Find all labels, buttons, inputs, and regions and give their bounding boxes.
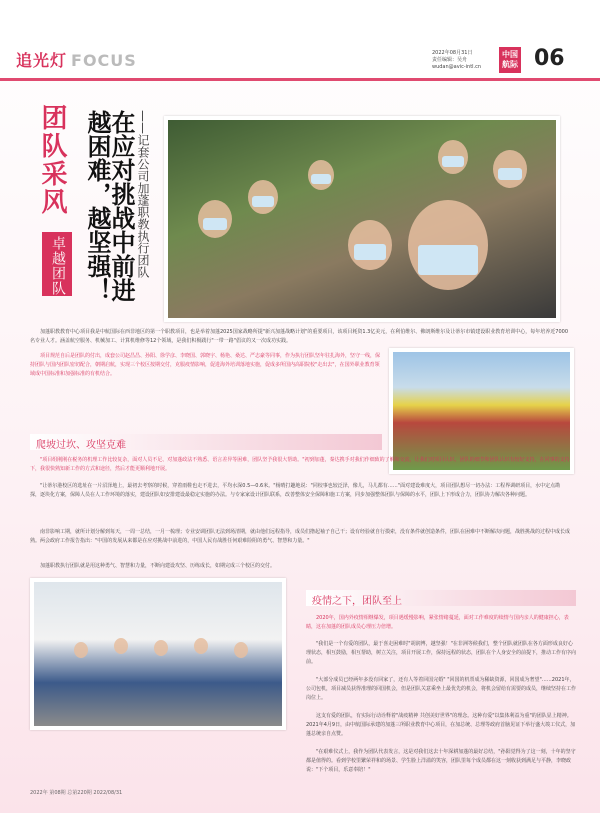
section2-paragraph-1: 2020年，国内外疫情相继爆发，项目遇缓慢影响，紧张情绪蔓延，面对工作难度的续情与国内亲人的健康担心，表睛，这在加蓬的团队成员心理压力倍增。 (306, 615, 569, 630)
editor-email: wudan@avic-intl.cn (432, 64, 482, 70)
section2-paragraph-3: "大部分成员已经两年多没有回家了，还有人等着回国完婚" "回国的机票成为稀缺资源，回国成为奢望"……2021年，公司包机，项目减员获得准理的回国机会，但是团队关意乘坐上最优先的机会，将机会留给有需要的成员，继续坚持在工作岗位上。 (306, 677, 577, 701)
section2-paragraph-2: "我们是一个有爱的团队，最于喜走困难时"胡润博，越坚强！"在非洲等候我们，整个团队就团队在各方面形成良好心理状态，相互鼓励，相互帮助，树立关注，项目开展工作，保持远程的状态，团队在个人身安全的前提下，推动工作有序向前。 (306, 641, 577, 665)
section-title-2: 疫情之下，团队至上 (312, 596, 402, 607)
focus-label: FOCUS (71, 51, 137, 70)
intro-paragraph-1: 加蓬职教教育中心项目我是中航国际在西非地区的第一个职教项目，也是举着加蓬2025国家战略所提"新兴加蓬战略计划"的重要项目，该项目耗资1.3亿美元，在利伯维尔、佛朗斯维尔及让蒂尔市镇建设职业教育培训中心，每年培养近7000名专业人才。涵盖航空服务、机械加工、计算机维修等12个领域，是我们积极践行"一带一路"倡议的又一次成功实践。 (30, 329, 569, 344)
section2-paragraph-5: "在艰难仪式上，我作为团队代表发言，这是对我们这去十年深耕加蓬的最好总结，"孙阳觉得为了这一刻，十年的坚守都是值得的。看到学校里繁荣祥和的场景、学生脸上洋溢的笑容，团队里每个成员都在这一刻收获到满足与平静，李晓政说："下个项目，乐意奉陪！" (306, 749, 576, 773)
team-group-photo (164, 116, 560, 322)
article-byline: ——记套公司加蓬职教执行团队 (136, 110, 150, 278)
headline-line1: 在应对挑战中前进 (107, 110, 135, 302)
team-title: 团队采风 (37, 104, 67, 216)
headline-line2: 越困难，越坚强！ (83, 110, 111, 302)
team-tag: 卓越团队 (50, 236, 66, 296)
page-footer: 2022年 第08期 总第220期 2022/08/31 (30, 790, 123, 796)
section1-paragraph-2: "让蒂尔港校区的选址在一片沼泽地上，最初去考察的时候，穿着雨鞋也走不进去，平均水深0.5—0.6米。"杨晴打趣地说："同校事也较泛泽，像儿，马儿都有……"面对建设难度大，项目团队想尽一切办法：工程界调研项目，水中定点勘探，逐块化方案，保障人员在人工作环境的落实，建设团队如安排建设最稳定实施的办法。与专家家设计团队联系，改善整体安全保障和施工方案，同步加强整体团队与保障的水平，团队上下形成合力，团队协力解决各种问题。 (30, 483, 561, 498)
editor: 责任编辑：吴舟 (432, 57, 468, 63)
section2-paragraph-4: 这支有爱的团队，有实际行动诠释着"战疫精神 共创美好世界"的理念。这种有爱"以集体利益为重"的团队显上精神。2021年4月9日，由中航国际承建的加蓬三所职业教育中心项目，在加总统、总理等政府首脑见证下举行盛大竣工仪式，加蓬总统亲自点赞。 (306, 713, 576, 737)
intro-paragraph-2: 项目规范自后是团队的付出，成套公司赵昌昌、孙阳、徐学彦、李晓国、郭晓宇、杨艳、桑达、严志豪等同事，作为执行团队坚年驻扎海外，坚守一线，保持团队与国内团队密切配合，朝期启航，实现三个校区按期交付，克服疫情影响，促进海外培训落地实施，促成多所国内高职院校"走出去"，在国外职业教育领域成中国标准和加强标准的有机结合。 (30, 353, 381, 377)
issue-date: 2022年08月31日 (432, 50, 473, 56)
issue-info (432, 50, 481, 71)
factory-group-photo (30, 578, 286, 730)
section-header-1 (30, 434, 382, 450)
page-number: 06 (534, 46, 565, 71)
column-title (16, 48, 137, 71)
section-header-2 (306, 590, 576, 606)
section1-paragraph-4: 加蓬职教执行团队就是用这种勇气、智慧和力量，不断向建设攻坚、历练成长，如期完成三个校区的交付。 (40, 563, 276, 569)
brand-logo: 中国 航际 (499, 47, 521, 73)
header-rule (0, 78, 600, 81)
section-title-1: 爬坡过坎、攻坚克难 (36, 440, 126, 451)
section1-paragraph-1: "项目组刚刚在税务的机理工作比较复杂，面对人员不足、对加蓬政法不熟悉、语言差异等困难，团队坚予我很大帮助。"初到加蓬，秦达携手对我们作细致的了解和交流，让我们对项目认识、团队的细节和团队认识有较好支持，在同事的支持下，我很快熟知新工作的方式和途径，然后才能更顺利地开展。 (30, 457, 570, 472)
column-name: 追光灯 (16, 51, 68, 70)
page-header (0, 0, 600, 80)
section1-paragraph-3: 南非影响工期，就所计划分解到每天，一周一总结，一月一梳理；专业安调团队无法到场清期，就由他们远程指导，成员们撸起袖子自己干；设有经验就自行摸索，没有条件就创造条件，团队在困难中不断解决问题，战胜挑战的过程中成长成熟。两会政府工作报告指出："中国的发展从来都是在应对挑战中前进的，中国人民有战胜任何艰难险阻的勇气、智慧和力量。" (30, 529, 571, 544)
